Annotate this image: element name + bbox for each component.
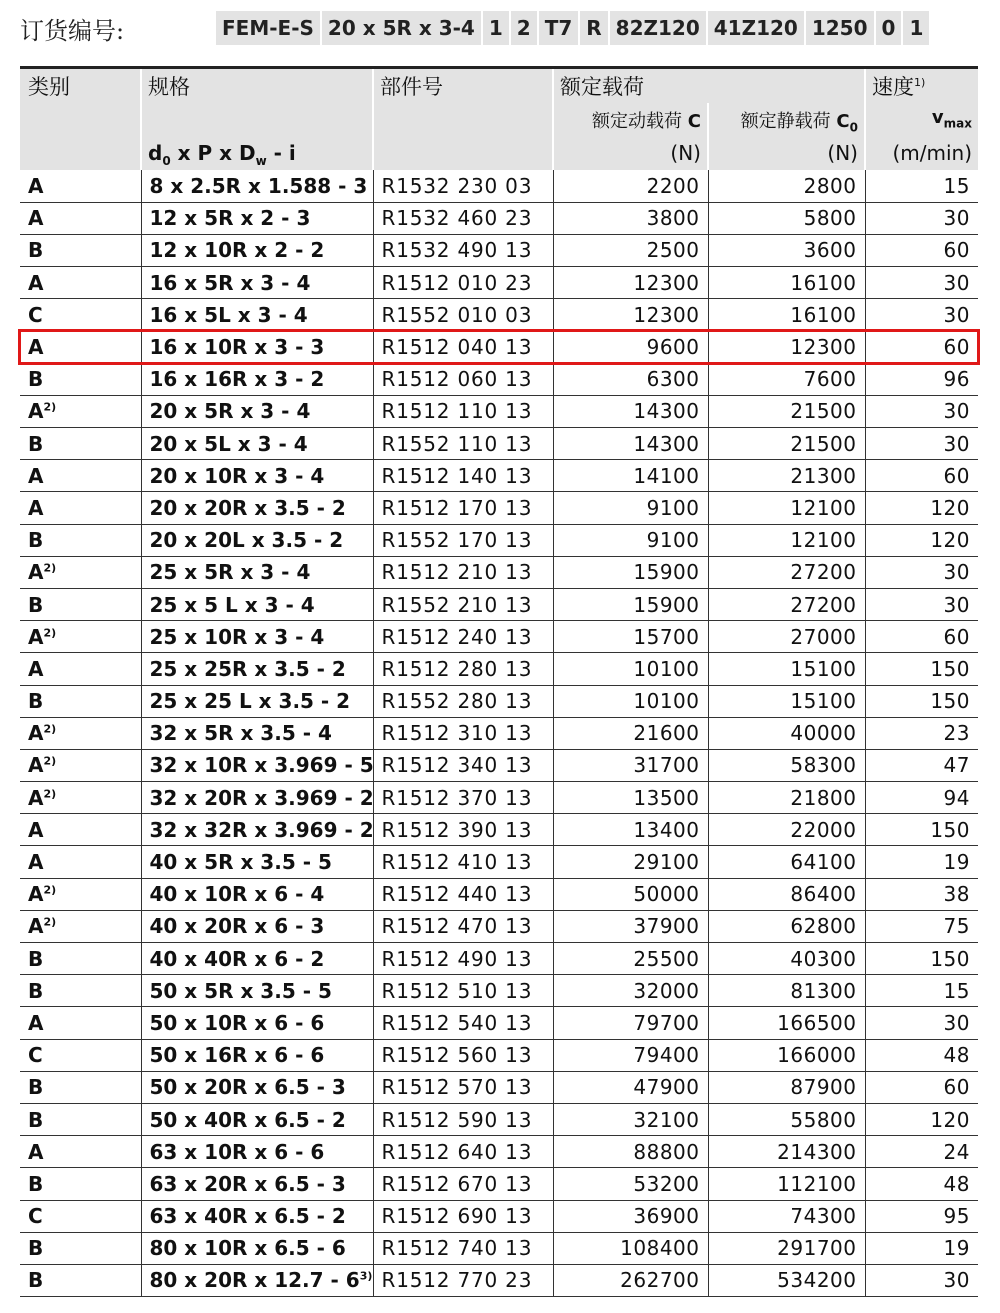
- cell-speed: 15: [865, 975, 978, 1007]
- cell-dynamic-load: 88800: [553, 1136, 708, 1168]
- cell-part-number: R1512 390 13: [373, 814, 553, 846]
- table-row-highlighted: [20, 331, 978, 363]
- cell-dynamic-load: 14300: [553, 428, 708, 460]
- cell-speed: 23: [865, 717, 978, 749]
- cell-dynamic-load: 32000: [553, 975, 708, 1007]
- cell-spec: 80 x 20R x 12.7 - 6$^{3)}$: [141, 1264, 373, 1296]
- cell-spec: 40 x 10R x 6 - 4: [141, 878, 373, 910]
- cell-category: B: [28, 689, 44, 714]
- order-code-segment: T7: [539, 11, 579, 45]
- cell-part-number: R1532 490 13: [373, 234, 553, 266]
- cell-speed: 30: [865, 395, 978, 427]
- cell-dynamic-load: 15900: [553, 588, 708, 620]
- table-row: [20, 814, 978, 846]
- cell-static-load: 214300: [708, 1136, 865, 1168]
- cell-part-number: R1512 590 13: [373, 1103, 553, 1135]
- cell-category: $A^{2)}$: [28, 882, 57, 907]
- cell-dynamic-load: 53200: [553, 1168, 708, 1200]
- header-blank: [20, 139, 141, 170]
- cell-speed: 150: [865, 943, 978, 975]
- cell-speed: 150: [865, 814, 978, 846]
- cell-static-load: 291700: [708, 1232, 865, 1264]
- cell-category: A: [28, 850, 44, 875]
- cell-dynamic-load: 12300: [553, 299, 708, 331]
- cell-dynamic-load: 50000: [553, 878, 708, 910]
- table-row: [20, 492, 978, 524]
- cell-part-number: R1512 410 13: [373, 846, 553, 878]
- cell-static-load: 21500: [708, 395, 865, 427]
- cell-spec: 20 x 5R x 3 - 4: [141, 395, 373, 427]
- cell-part-number: R1512 040 13: [373, 331, 553, 363]
- cell-dynamic-load: 14100: [553, 460, 708, 492]
- cell-part-number: R1512 310 13: [373, 717, 553, 749]
- cell-dynamic-load: 2200: [553, 170, 708, 202]
- table-row: [20, 202, 978, 234]
- cell-dynamic-load: 12300: [553, 267, 708, 299]
- order-code-line: [20, 11, 931, 45]
- cell-speed: 60: [865, 621, 978, 653]
- header-speed: 速度$^{1)}$: [865, 68, 978, 104]
- header-category: 类别: [20, 68, 141, 104]
- cell-spec: 32 x 5R x 3.5 - 4: [141, 717, 373, 749]
- cell-part-number: R1512 560 13: [373, 1039, 553, 1071]
- cell-spec: 12 x 10R x 2 - 2: [141, 234, 373, 266]
- cell-part-number: R1512 510 13: [373, 975, 553, 1007]
- cell-part-number: R1512 470 13: [373, 910, 553, 942]
- cell-spec: 16 x 5R x 3 - 4: [141, 267, 373, 299]
- header-unit-dynamic: (N): [553, 139, 708, 170]
- cell-static-load: 22000: [708, 814, 865, 846]
- cell-category: B: [28, 978, 44, 1003]
- cell-part-number: R1552 170 13: [373, 524, 553, 556]
- header-blank: [373, 139, 553, 170]
- table-row: [20, 975, 978, 1007]
- cell-speed: 75: [865, 910, 978, 942]
- cell-spec: 40 x 5R x 3.5 - 5: [141, 846, 373, 878]
- cell-category: C: [28, 302, 43, 327]
- cell-speed: 60: [865, 1071, 978, 1103]
- cell-static-load: 64100: [708, 846, 865, 878]
- header-blank: [141, 103, 373, 139]
- table-row: [20, 395, 978, 427]
- cell-dynamic-load: 10100: [553, 685, 708, 717]
- cell-speed: 30: [865, 202, 978, 234]
- table-row: [20, 363, 978, 395]
- cell-speed: 60: [865, 460, 978, 492]
- cell-part-number: R1512 370 13: [373, 782, 553, 814]
- table-row: [20, 1200, 978, 1232]
- cell-static-load: 3600: [708, 234, 865, 266]
- cell-part-number: R1552 010 03: [373, 299, 553, 331]
- cell-category: A: [28, 335, 44, 360]
- cell-speed: 24: [865, 1136, 978, 1168]
- table-row: [20, 524, 978, 556]
- cell-static-load: 534200: [708, 1264, 865, 1296]
- cell-spec: 63 x 40R x 6.5 - 2: [141, 1200, 373, 1232]
- cell-part-number: R1512 210 13: [373, 556, 553, 588]
- cell-dynamic-load: 108400: [553, 1232, 708, 1264]
- cell-category: $A^{2)}$: [28, 785, 57, 810]
- cell-category: A: [28, 270, 44, 295]
- table-row: [20, 910, 978, 942]
- table-row: [20, 685, 978, 717]
- cell-part-number: R1552 210 13: [373, 588, 553, 620]
- cell-dynamic-load: 9100: [553, 492, 708, 524]
- cell-dynamic-load: 32100: [553, 1103, 708, 1135]
- cell-dynamic-load: 6300: [553, 363, 708, 395]
- table-row: [20, 782, 978, 814]
- cell-static-load: 40000: [708, 717, 865, 749]
- cell-category: A: [28, 1010, 44, 1035]
- cell-category: B: [28, 1236, 44, 1261]
- cell-part-number: R1552 110 13: [373, 428, 553, 460]
- cell-dynamic-load: 13500: [553, 782, 708, 814]
- cell-category: A: [28, 206, 44, 231]
- order-code-segment: 20 x 5R x 3-4: [322, 11, 481, 45]
- table-row: [20, 428, 978, 460]
- cell-static-load: 27200: [708, 588, 865, 620]
- order-code-segment: 0: [876, 11, 902, 45]
- cell-static-load: 12100: [708, 492, 865, 524]
- cell-part-number: R1512 060 13: [373, 363, 553, 395]
- cell-part-number: R1512 010 23: [373, 267, 553, 299]
- cell-category: A: [28, 817, 44, 842]
- table-row: [20, 1264, 978, 1296]
- table-row: [20, 749, 978, 781]
- cell-speed: 30: [865, 588, 978, 620]
- header-static-load: 额定静载荷 $C_0$: [708, 103, 865, 139]
- cell-spec: 8 x 2.5R x 1.588 - 3: [141, 170, 373, 202]
- cell-speed: 120: [865, 524, 978, 556]
- table-row: [20, 460, 978, 492]
- cell-static-load: 16100: [708, 267, 865, 299]
- table-row: [20, 267, 978, 299]
- cell-static-load: 21500: [708, 428, 865, 460]
- cell-speed: 30: [865, 267, 978, 299]
- cell-static-load: 21800: [708, 782, 865, 814]
- cell-speed: 120: [865, 492, 978, 524]
- cell-speed: 96: [865, 363, 978, 395]
- cell-part-number: R1512 340 13: [373, 749, 553, 781]
- cell-dynamic-load: 2500: [553, 234, 708, 266]
- table-row: [20, 653, 978, 685]
- cell-speed: 60: [865, 234, 978, 266]
- cell-category: A: [28, 463, 44, 488]
- ball-screw-spec-table: [20, 66, 978, 1297]
- header-rated-load: 额定载荷: [553, 68, 865, 104]
- cell-category: A: [28, 656, 44, 681]
- cell-dynamic-load: 262700: [553, 1264, 708, 1296]
- cell-category: C: [28, 1043, 43, 1068]
- cell-spec: 25 x 25R x 3.5 - 2: [141, 653, 373, 685]
- cell-category: B: [28, 1171, 44, 1196]
- cell-static-load: 40300: [708, 943, 865, 975]
- cell-spec: 32 x 32R x 3.969 - 2: [141, 814, 373, 846]
- cell-speed: 48: [865, 1039, 978, 1071]
- cell-category: B: [28, 528, 44, 553]
- cell-category: C: [28, 1204, 43, 1229]
- cell-dynamic-load: 15700: [553, 621, 708, 653]
- cell-category: A: [28, 173, 44, 198]
- cell-speed: 120: [865, 1103, 978, 1135]
- order-code-segment: 1250: [806, 11, 874, 45]
- cell-part-number: R1512 170 13: [373, 492, 553, 524]
- cell-dynamic-load: 21600: [553, 717, 708, 749]
- cell-static-load: 27200: [708, 556, 865, 588]
- cell-spec: 63 x 10R x 6 - 6: [141, 1136, 373, 1168]
- order-code-segment: 1: [483, 11, 509, 45]
- cell-speed: 60: [865, 331, 978, 363]
- table-body: [20, 170, 978, 1297]
- cell-speed: 30: [865, 1007, 978, 1039]
- cell-part-number: R1512 540 13: [373, 1007, 553, 1039]
- cell-category: $A^{2)}$: [28, 753, 57, 778]
- cell-speed: 30: [865, 556, 978, 588]
- cell-static-load: 12300: [708, 331, 865, 363]
- table-row: [20, 621, 978, 653]
- cell-speed: 94: [865, 782, 978, 814]
- cell-spec: 50 x 5R x 3.5 - 5: [141, 975, 373, 1007]
- header-spec: 规格: [141, 68, 373, 104]
- cell-dynamic-load: 15900: [553, 556, 708, 588]
- table-row: [20, 234, 978, 266]
- cell-spec: 20 x 20L x 3.5 - 2: [141, 524, 373, 556]
- cell-spec: 25 x 10R x 3 - 4: [141, 621, 373, 653]
- cell-dynamic-load: 37900: [553, 910, 708, 942]
- table-row: [20, 1103, 978, 1135]
- order-code-segment: 1: [903, 11, 929, 45]
- header-blank: [20, 103, 141, 139]
- cell-speed: 30: [865, 428, 978, 460]
- cell-dynamic-load: 29100: [553, 846, 708, 878]
- cell-dynamic-load: 79700: [553, 1007, 708, 1039]
- cell-speed: 15: [865, 170, 978, 202]
- cell-static-load: 16100: [708, 299, 865, 331]
- table-row: [20, 588, 978, 620]
- header-unit-static: (N): [708, 139, 865, 170]
- header-blank: [373, 103, 553, 139]
- cell-speed: 19: [865, 1232, 978, 1264]
- cell-static-load: 27000: [708, 621, 865, 653]
- cell-spec: 25 x 5R x 3 - 4: [141, 556, 373, 588]
- cell-part-number: R1512 570 13: [373, 1071, 553, 1103]
- order-code-segments: [216, 11, 931, 45]
- cell-static-load: 166500: [708, 1007, 865, 1039]
- cell-static-load: 86400: [708, 878, 865, 910]
- cell-category: B: [28, 1268, 44, 1293]
- table-row: [20, 846, 978, 878]
- cell-spec: 40 x 20R x 6 - 3: [141, 910, 373, 942]
- order-code-segment: 82Z120: [610, 11, 706, 45]
- cell-static-load: 5800: [708, 202, 865, 234]
- order-code-segment: R: [580, 11, 607, 45]
- cell-spec: 16 x 16R x 3 - 2: [141, 363, 373, 395]
- cell-part-number: R1512 240 13: [373, 621, 553, 653]
- cell-static-load: 166000: [708, 1039, 865, 1071]
- cell-spec: 32 x 20R x 3.969 - 2: [141, 782, 373, 814]
- cell-category: B: [28, 1075, 44, 1100]
- cell-category: $A^{2)}$: [28, 914, 57, 939]
- cell-static-load: 81300: [708, 975, 865, 1007]
- cell-dynamic-load: 47900: [553, 1071, 708, 1103]
- table-row: [20, 1007, 978, 1039]
- cell-static-load: 74300: [708, 1200, 865, 1232]
- cell-part-number: R1532 460 23: [373, 202, 553, 234]
- cell-category: B: [28, 1107, 44, 1132]
- cell-part-number: R1512 490 13: [373, 943, 553, 975]
- cell-speed: 47: [865, 749, 978, 781]
- cell-spec: 20 x 5L x 3 - 4: [141, 428, 373, 460]
- table-row: [20, 1232, 978, 1264]
- order-code-label: 订货编号:: [20, 16, 125, 45]
- cell-static-load: 112100: [708, 1168, 865, 1200]
- cell-category: $A^{2)}$: [28, 624, 57, 649]
- cell-speed: 48: [865, 1168, 978, 1200]
- cell-category: B: [28, 367, 44, 392]
- cell-spec: 20 x 10R x 3 - 4: [141, 460, 373, 492]
- cell-part-number: R1512 670 13: [373, 1168, 553, 1200]
- cell-spec: 40 x 40R x 6 - 2: [141, 943, 373, 975]
- cell-spec: 16 x 10R x 3 - 3: [141, 331, 373, 363]
- table-row: [20, 1168, 978, 1200]
- table-row: [20, 1071, 978, 1103]
- cell-static-load: 58300: [708, 749, 865, 781]
- cell-speed: 150: [865, 653, 978, 685]
- cell-spec: 20 x 20R x 3.5 - 2: [141, 492, 373, 524]
- cell-spec: 25 x 25 L x 3.5 - 2: [141, 685, 373, 717]
- cell-static-load: 12100: [708, 524, 865, 556]
- cell-part-number: R1512 740 13: [373, 1232, 553, 1264]
- cell-spec: 50 x 40R x 6.5 - 2: [141, 1103, 373, 1135]
- cell-speed: 30: [865, 1264, 978, 1296]
- cell-category: B: [28, 238, 44, 263]
- cell-spec: 16 x 5L x 3 - 4: [141, 299, 373, 331]
- cell-static-load: 87900: [708, 1071, 865, 1103]
- cell-static-load: 15100: [708, 685, 865, 717]
- cell-speed: 19: [865, 846, 978, 878]
- cell-category: A: [28, 495, 44, 520]
- cell-category: $A^{2)}$: [28, 399, 57, 424]
- order-code-segment: FEM-E-S: [216, 11, 320, 45]
- cell-part-number: R1532 230 03: [373, 170, 553, 202]
- cell-speed: 38: [865, 878, 978, 910]
- cell-spec: 25 x 5 L x 3 - 4: [141, 588, 373, 620]
- cell-category: $A^{2)}$: [28, 560, 57, 585]
- cell-dynamic-load: 31700: [553, 749, 708, 781]
- table-row: [20, 878, 978, 910]
- cell-part-number: R1512 140 13: [373, 460, 553, 492]
- table-row: [20, 943, 978, 975]
- header-part-number: 部件号: [373, 68, 553, 104]
- cell-part-number: R1552 280 13: [373, 685, 553, 717]
- cell-dynamic-load: 79400: [553, 1039, 708, 1071]
- cell-spec: 63 x 20R x 6.5 - 3: [141, 1168, 373, 1200]
- table-row: [20, 556, 978, 588]
- cell-dynamic-load: 14300: [553, 395, 708, 427]
- cell-part-number: R1512 640 13: [373, 1136, 553, 1168]
- cell-dynamic-load: 9100: [553, 524, 708, 556]
- table-row: [20, 1039, 978, 1071]
- cell-static-load: 7600: [708, 363, 865, 395]
- order-code-segment: 41Z120: [708, 11, 804, 45]
- cell-spec: 80 x 10R x 6.5 - 6: [141, 1232, 373, 1264]
- cell-speed: 150: [865, 685, 978, 717]
- header-vmax: $v_{max}$: [865, 103, 978, 139]
- header-unit-speed: (m/min): [865, 139, 978, 170]
- cell-dynamic-load: 9600: [553, 331, 708, 363]
- cell-category: B: [28, 431, 44, 456]
- cell-dynamic-load: 3800: [553, 202, 708, 234]
- table-row: [20, 1136, 978, 1168]
- header-dynamic-load: 额定动载荷 C: [553, 103, 708, 139]
- cell-spec: 12 x 5R x 2 - 3: [141, 202, 373, 234]
- cell-category: B: [28, 592, 44, 617]
- cell-static-load: 15100: [708, 653, 865, 685]
- cell-speed: 95: [865, 1200, 978, 1232]
- cell-static-load: 2800: [708, 170, 865, 202]
- cell-static-load: 55800: [708, 1103, 865, 1135]
- cell-spec: 32 x 10R x 3.969 - 5: [141, 749, 373, 781]
- cell-part-number: R1512 770 23: [373, 1264, 553, 1296]
- cell-dynamic-load: 13400: [553, 814, 708, 846]
- cell-part-number: R1512 110 13: [373, 395, 553, 427]
- header-spec-formula: $d_0$ x P x $D_w$ - i: [141, 139, 373, 170]
- cell-category: A: [28, 1139, 44, 1164]
- cell-dynamic-load: 25500: [553, 943, 708, 975]
- cell-category: B: [28, 946, 44, 971]
- table-row: [20, 170, 978, 202]
- order-code-segment: 2: [511, 11, 537, 45]
- cell-static-load: 62800: [708, 910, 865, 942]
- cell-dynamic-load: 10100: [553, 653, 708, 685]
- cell-spec: 50 x 16R x 6 - 6: [141, 1039, 373, 1071]
- table-row: [20, 717, 978, 749]
- cell-part-number: R1512 440 13: [373, 878, 553, 910]
- cell-part-number: R1512 280 13: [373, 653, 553, 685]
- cell-static-load: 21300: [708, 460, 865, 492]
- cell-dynamic-load: 36900: [553, 1200, 708, 1232]
- cell-spec: 50 x 10R x 6 - 6: [141, 1007, 373, 1039]
- cell-speed: 30: [865, 299, 978, 331]
- cell-spec: 50 x 20R x 6.5 - 3: [141, 1071, 373, 1103]
- cell-part-number: R1512 690 13: [373, 1200, 553, 1232]
- table-row: [20, 299, 978, 331]
- cell-category: $A^{2)}$: [28, 721, 57, 746]
